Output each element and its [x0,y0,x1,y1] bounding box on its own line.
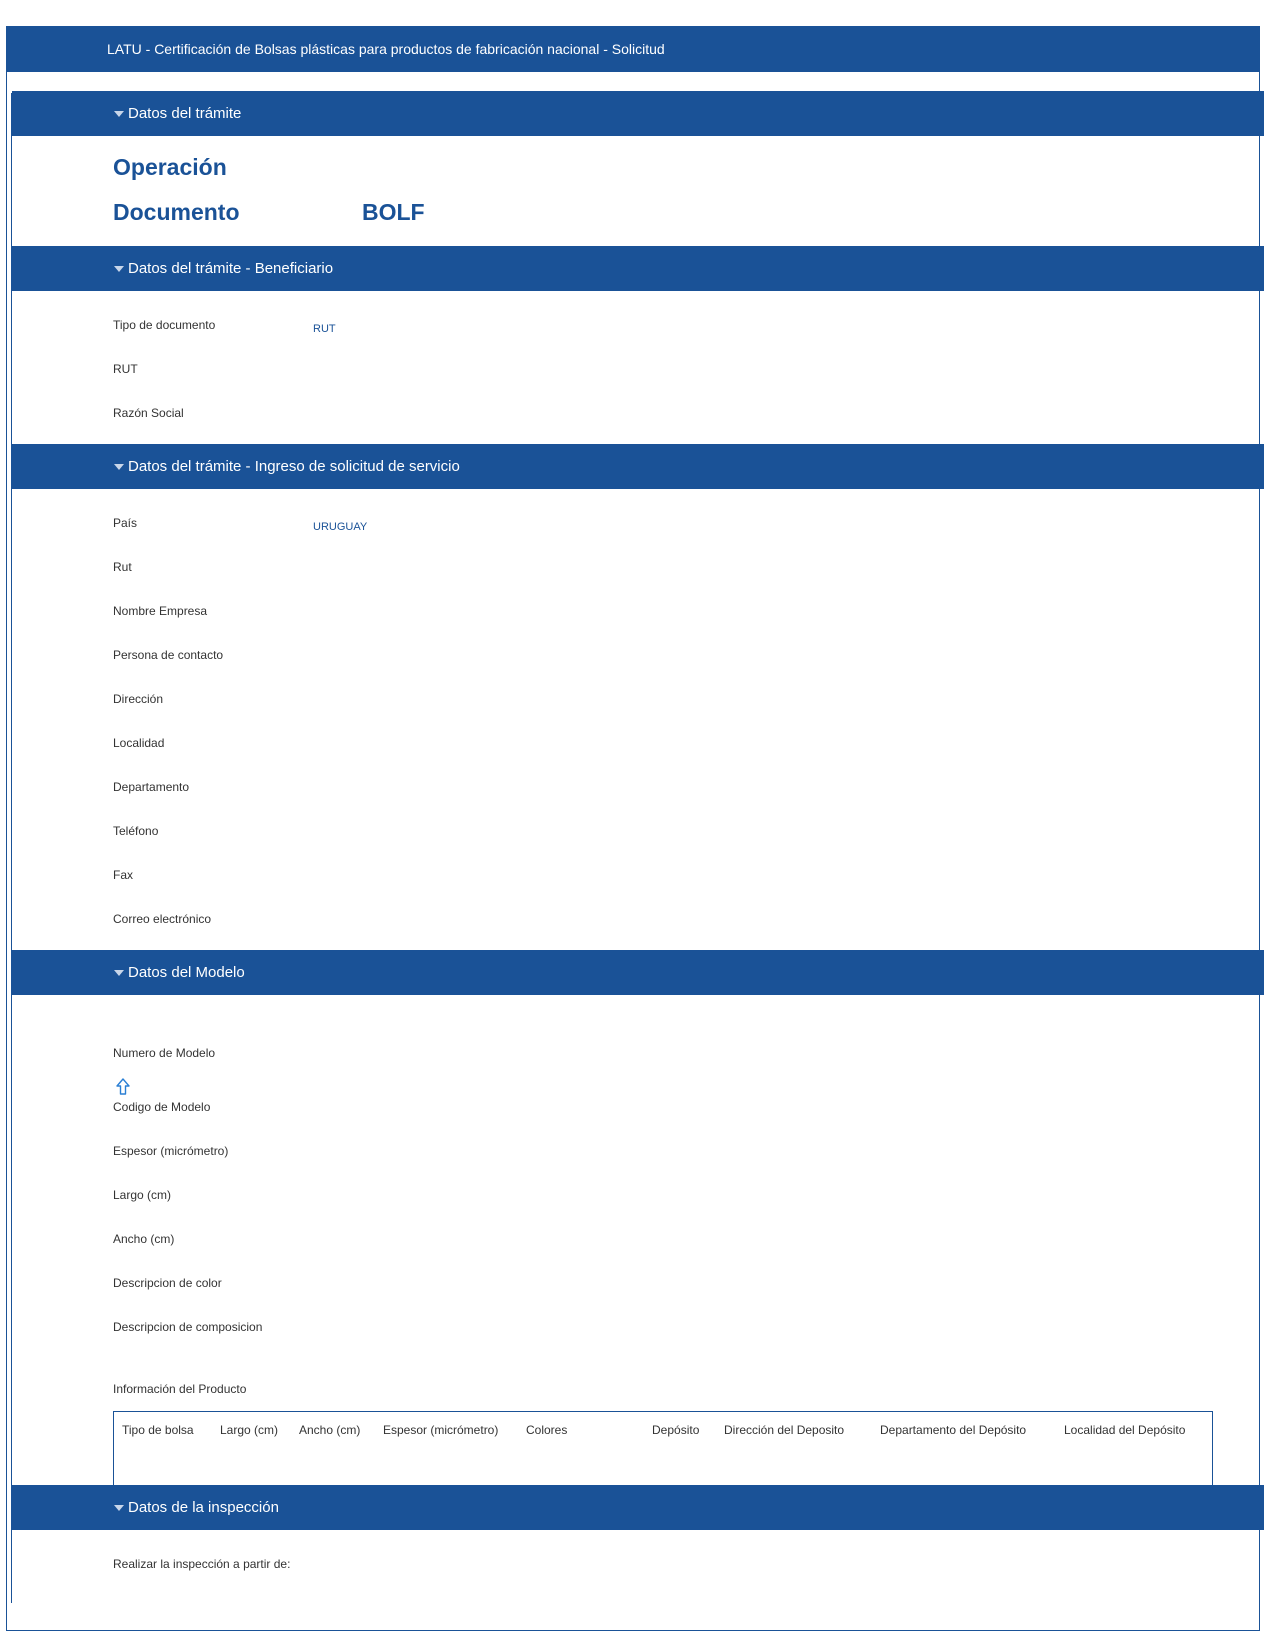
producto-table [113,1411,1213,1487]
pais-label: País [113,516,138,530]
departamento-label: Departamento [113,780,190,794]
caret-down-icon [114,266,124,272]
correo-label: Correo electrónico [113,912,212,926]
section-header-tramite[interactable] [12,91,1264,136]
table-header-deposito: Depósito [652,1423,700,1437]
largo-label: Largo (cm) [113,1188,172,1202]
section-header-modelo[interactable] [12,950,1264,995]
pais-value: URUGUAY [313,521,368,533]
table-header-ancho: Ancho (cm) [299,1423,361,1437]
caret-down-icon [114,1505,124,1511]
section-title: Datos del trámite - Beneficiario [128,260,334,277]
nombre-empresa-label: Nombre Empresa [113,604,208,618]
info-producto-label: Información del Producto [113,1382,247,1396]
telefono-label: Teléfono [113,824,159,838]
direccion-label: Dirección [113,692,164,706]
razon-social-label: Razón Social [113,406,184,420]
table-header-direccion-deposito: Dirección del Deposito [724,1423,845,1437]
window-title: LATU - Certificación de Bolsas plásticas para productos de fabricación nacional - Solicitud [107,41,665,57]
ancho-label: Ancho (cm) [113,1232,175,1246]
operacion-label: Operación [113,154,227,180]
localidad-label: Localidad [113,736,165,750]
table-header-colores: Colores [526,1423,568,1437]
section-header-inspeccion[interactable] [12,1485,1264,1530]
inner-border [11,93,12,1603]
documento-value: BOLF [362,199,425,225]
desc-composicion-label: Descripcion de composicion [113,1320,263,1334]
table-header-tipo-bolsa: Tipo de bolsa [122,1423,194,1437]
caret-down-icon [114,111,124,117]
table-header-largo: Largo (cm) [220,1423,279,1437]
arrow-up-icon[interactable] [115,1078,131,1096]
section-title: Datos del trámite - Ingreso de solicitud de servicio [128,458,460,475]
section-header-ingreso[interactable] [12,444,1264,489]
documento-label: Documento [113,199,240,225]
section-header-beneficiario[interactable] [12,246,1264,291]
realizar-inspeccion-label: Realizar la inspección a partir de: [113,1557,291,1571]
table-header-espesor: Espesor (micrómetro) [383,1423,499,1437]
codigo-modelo-label: Codigo de Modelo [113,1100,211,1114]
table-header-departamento-deposito: Departamento del Depósito [880,1423,1027,1437]
espesor-label: Espesor (micrómetro) [113,1144,229,1158]
persona-contacto-label: Persona de contacto [113,648,224,662]
section-title: Datos del trámite [128,105,242,122]
rut-label: RUT [113,362,138,376]
section-title: Datos de la inspección [128,1499,279,1516]
rut-empresa-label: Rut [113,560,132,574]
tipo-documento-label: Tipo de documento [113,318,216,332]
window-title-bar [6,26,1260,72]
section-title: Datos del Modelo [128,964,245,981]
caret-down-icon [114,464,124,470]
caret-down-icon [114,970,124,976]
table-header-localidad-deposito: Localidad del Depósito [1064,1423,1186,1437]
numero-modelo-label: Numero de Modelo [113,1046,216,1060]
tipo-documento-value: RUT [313,323,336,335]
fax-label: Fax [113,868,134,882]
desc-color-label: Descripcion de color [113,1276,222,1290]
